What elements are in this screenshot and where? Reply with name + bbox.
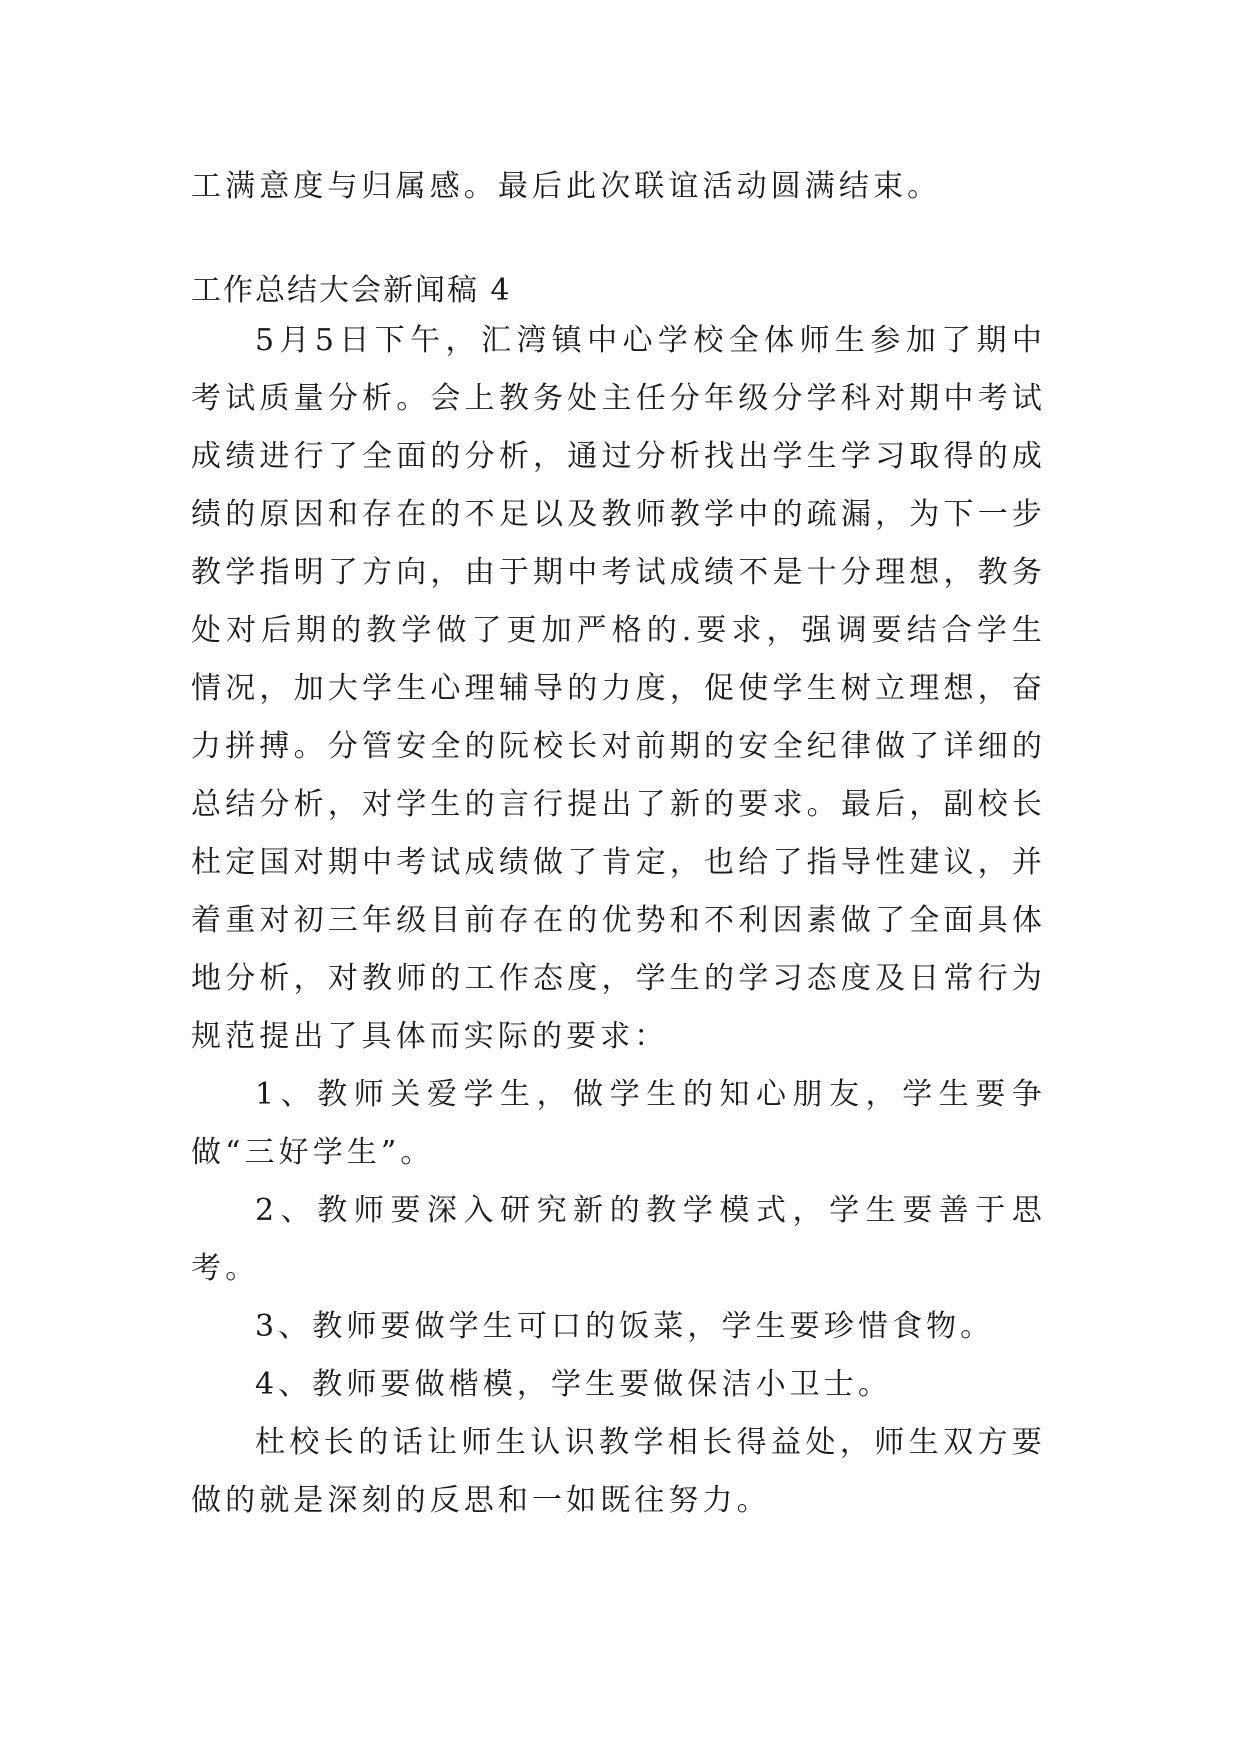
list-item-3: 3、教师要做学生可口的饭菜，学生要珍惜食物。 — [255, 1309, 995, 1344]
list-item-2: 2、教师要深入研究新的教学模式，学生要善于思考。 — [191, 1193, 1046, 1286]
list-item-1: 1、教师关爱学生，做学生的知心朋友，学生要争做“三好学生”。 — [191, 1077, 1046, 1170]
continuation-block — [191, 158, 1046, 216]
continuation-paragraph: 工满意度与归属感。最后此次联谊活动圆满结束。 — [191, 169, 942, 204]
section-title: 工作总结大会新闻稿 4 — [191, 273, 512, 308]
intro-paragraph: 5月5日下午，汇湾镇中心学校全体师生参加了期中考试质量分析。会上教务处主任分年级分学科对期中考试成绩进行了全面的分析，通过分析找出学生学习取得的成绩的原因和存在的不足以及教师教学中的疏漏，为下一步教学指明了方向，由于期中考试成绩不是十分理想，教务处对后期的教学做了更加严格的.要求，强调要结合学生情况，加大学生心理辅导的力度，促使学生树立理想，奋力拼搏。分管安全的阮校长对前期的安全纪律做了详细的总结分析，对学生的言行提出了新的要求。最后，副校长杜定国对期中考试成绩做了肯定，也给了指导性建议，并着重对初三年级目前存在的优势和不利因素做了全面具体地分析，对教师的工作态度，学生的学习态度及日常行为规范提出了具体而实际的要求： — [191, 323, 1046, 1054]
article-body — [191, 312, 1046, 1530]
list-item-4: 4、教师要做楷模，学生要做保洁小卫士。 — [255, 1367, 892, 1402]
closing-paragraph: 杜校长的话让师生认识教学相长得益处，师生双方要做的就是深刻的反思和一如既往努力。 — [191, 1425, 1046, 1518]
